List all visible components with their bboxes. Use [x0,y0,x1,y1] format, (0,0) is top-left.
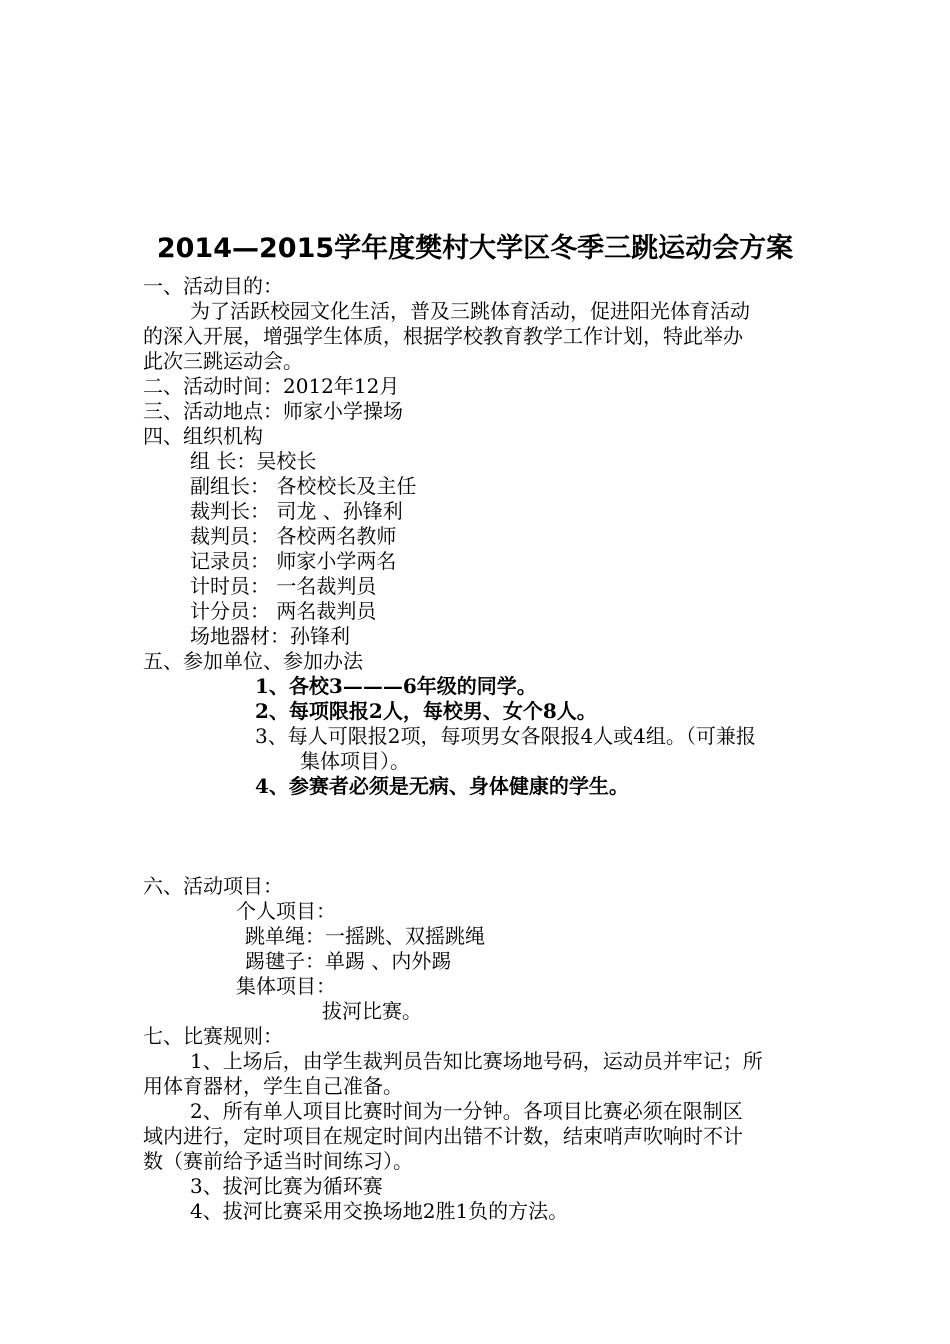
participation-rule: 2、每项限报2人，每校男、女个8人。 [255,699,597,723]
event-item: 拔河比赛。 [322,999,422,1023]
section-2-time: 二、活动时间：2012年12月 [143,374,400,398]
section-7-heading: 七、比赛规则： [143,1024,283,1048]
organization-item: 裁判长： 司龙 、孙锋利 [190,499,403,523]
individual-events-label: 个人项目： [236,899,336,923]
organization-item: 记录员： 师家小学两名 [190,549,397,573]
section-1-paragraph-line: 为了活跃校园文化生活，普及三跳体育活动，促进阳光体育活动 [190,299,750,323]
organization-item: 副组长： 各校校长及主任 [190,474,417,498]
event-item: 踢毽子：单踢 、内外踢 [245,949,452,973]
organization-item: 计时员： 一名裁判员 [190,574,377,598]
section-3-location: 三、活动地点：师家小学操场 [143,399,403,423]
section-6-heading: 六、活动项目： [143,874,283,898]
participation-rule: 3、每人可限报2项，每项男女各限报4人或4组。（可兼报 [255,724,756,748]
organization-item: 计分员： 两名裁判员 [190,599,377,623]
competition-rule-line: 1、上场后，由学生裁判员告知比赛场地号码，运动员并牢记；所 [190,1049,763,1073]
participation-rule: 1、各校3———6年级的同学。 [255,674,537,698]
organization-item: 组 长：吴校长 [190,449,317,473]
document-title: 2014—2015学年度樊村大学区冬季三跳运动会方案 [156,233,794,264]
section-1-paragraph-line: 此次三跳运动会。 [143,349,303,373]
section-1-paragraph-line: 的深入开展，增强学生体质，根据学校教育教学工作计划，特此举办 [143,324,743,348]
competition-rule-line: 2、所有单人项目比赛时间为一分钟。各项目比赛必须在限制区 [190,1099,743,1123]
participation-rule: 4、参赛者必须是无病、身体健康的学生。 [255,774,629,798]
participation-rule-continuation: 集体项目）。 [300,749,410,773]
organization-item: 场地器材：孙锋利 [190,624,350,648]
competition-rule-line: 用体育器材，学生自己准备。 [143,1074,403,1098]
competition-rule-line: 数（赛前给予适当时间练习）。 [143,1149,413,1173]
section-5-heading: 五、参加单位、参加办法 [143,649,363,673]
section-1-heading: 一、活动目的： [143,274,283,298]
section-4-heading: 四、组织机构 [143,424,263,448]
competition-rule-line: 4、拔河比赛采用交换场地2胜1负的方法。 [190,1199,569,1223]
organization-item: 裁判员： 各校两名教师 [190,524,397,548]
competition-rule-line: 域内进行，定时项目在规定时间内出错不计数，结束哨声吹响时不计 [143,1124,743,1148]
competition-rule-line: 3、拔河比赛为循环赛 [190,1174,383,1198]
event-item: 跳单绳：一摇跳、双摇跳绳 [245,924,485,948]
group-events-label: 集体项目： [236,974,336,998]
